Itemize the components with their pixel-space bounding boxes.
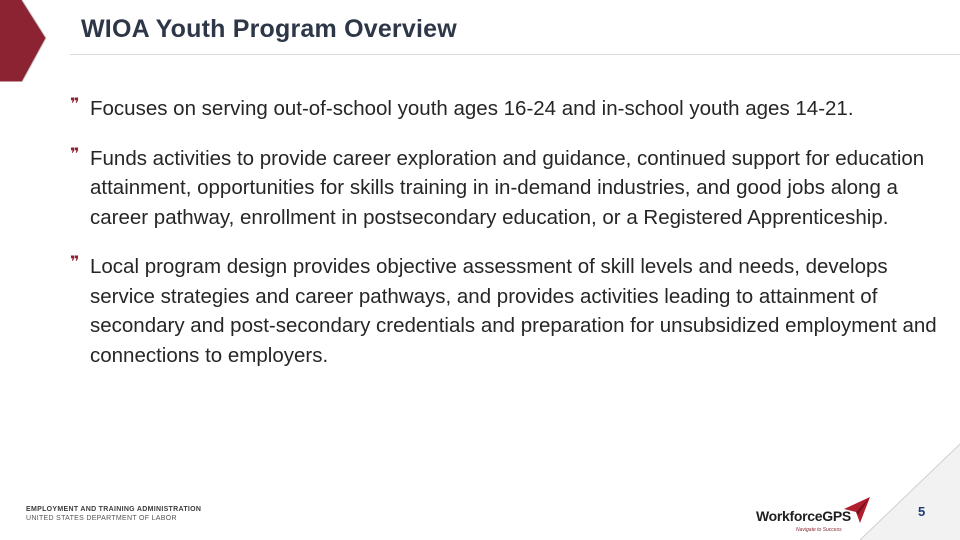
quote-bullet-icon: ❞ — [70, 96, 80, 113]
corner-decoration-top-left — [0, 0, 60, 90]
logo-wordmark: WorkforceGPS — [756, 508, 851, 524]
agency-line-1: EMPLOYMENT AND TRAINING ADMINISTRATION — [26, 506, 202, 513]
workforcegps-logo — [756, 495, 876, 535]
slide-title: WIOA Youth Program Overview — [81, 15, 457, 43]
page-number: 5 — [918, 504, 926, 519]
bullet-item — [70, 94, 940, 124]
agency-line-2: UNITED STATES DEPARTMENT OF LABOR — [26, 515, 177, 522]
bullet-text: Local program design provides objective assessment of skill levels and needs, develops service strategies and career pathways, and provides activities leading to attainment of secondary and post-secondary credentials and preparation for unsubsidized employment and connections to employers. — [90, 255, 937, 367]
quote-bullet-icon: ❞ — [70, 145, 80, 163]
title-divider — [70, 54, 960, 55]
bullet-item — [70, 144, 940, 233]
agency-footer — [26, 505, 201, 523]
logo-tagline: Navigate to Success — [796, 527, 842, 533]
quote-bullet-icon: ❞ — [70, 254, 80, 271]
bullet-item — [70, 252, 940, 370]
paper-plane-icon — [842, 495, 872, 525]
bullet-text: Funds activities to provide career exploration and guidance, continued support for education attainment, opportunities for skills training in in-demand industries, and good jobs along a career pathway, enrollment in postsecondary education, or a Registered Apprenticeship. — [90, 146, 925, 229]
bullet-list — [70, 94, 940, 390]
bullet-text: Focuses on serving out-of-school youth ages 16-24 and in-school youth ages 14-21. — [90, 97, 854, 120]
